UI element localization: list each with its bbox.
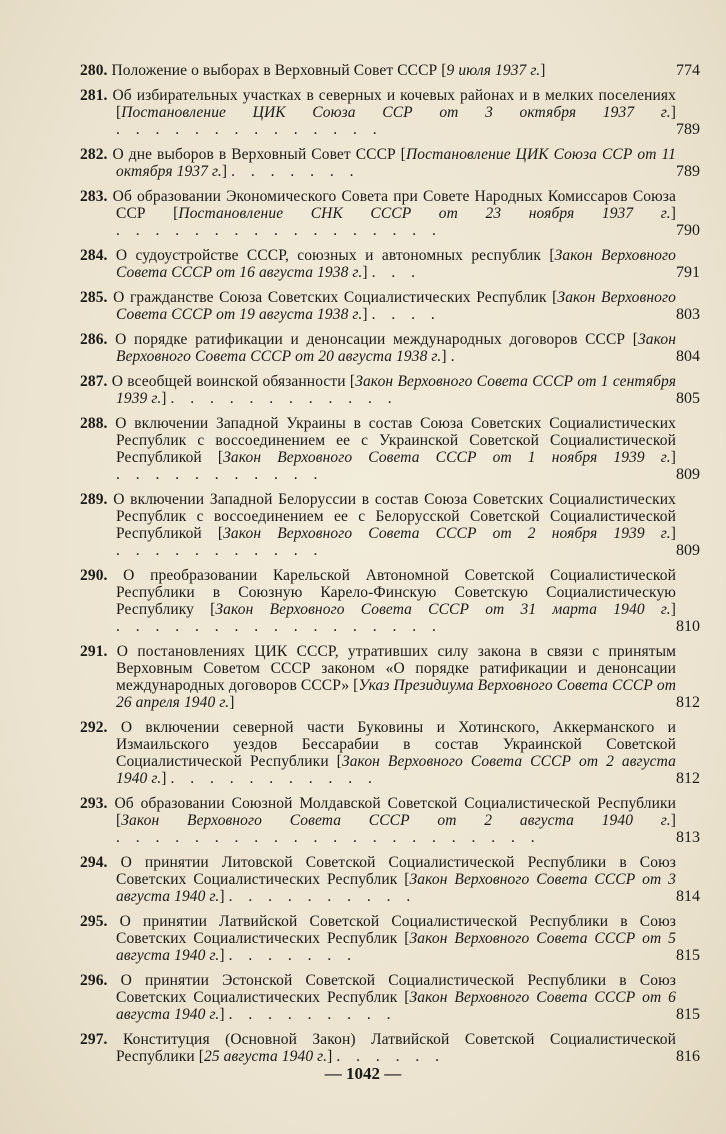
dot-leader: . . . . . . .: [228, 947, 358, 964]
entry-source: 25 августа 1940 г.: [204, 1048, 328, 1065]
entry-text: [80, 188, 676, 239]
entry-number: 293.: [80, 795, 108, 812]
entry-title: О принятии Литовской Советской Социалистической Республики в Союз Советских Социалистических Республик [: [116, 854, 676, 888]
toc-entry: [80, 567, 700, 635]
entry-bracket: ]: [161, 390, 167, 407]
toc-entry: [80, 415, 700, 483]
entry-number: 295.: [80, 913, 108, 930]
toc-entry: [80, 331, 700, 365]
entry-page-number: 813: [676, 829, 700, 846]
entry-bracket: ]: [670, 525, 676, 542]
toc-entry: [80, 491, 700, 559]
entry-number: 297.: [80, 1031, 108, 1048]
entry-source: Постановление СНК СССР от 23 ноября 1937 г.: [178, 205, 671, 222]
entry-page-number: 812: [676, 694, 700, 711]
entry-number: 284.: [80, 247, 108, 264]
entry-number: 286.: [80, 331, 108, 348]
entry-bracket: ]: [670, 812, 676, 829]
entry-text: [80, 491, 676, 559]
entry-source: Закон Верховного Совета СССР от 31 марта 1940 г.: [215, 601, 671, 618]
dot-leader: . . . . . . . . . .: [228, 888, 417, 905]
entry-bracket: ]: [219, 947, 225, 964]
entry-bracket: ]: [362, 306, 368, 323]
entry-text: [80, 289, 676, 323]
dot-leader: . . . . . . . . . . . . . . . . .: [116, 222, 442, 239]
entry-text: [80, 146, 676, 180]
entry-bracket: ]: [441, 348, 447, 365]
toc-entry: [80, 289, 700, 323]
entry-page-number: 809: [676, 466, 700, 483]
table-of-contents: [80, 62, 700, 1073]
entry-page-number: 816: [676, 1048, 700, 1065]
entry-page-number: 789: [676, 121, 700, 138]
entry-title: О включении северной части Буковины и Хотинского, Аккерманского и Измаильского уездов Бессарабии в состав Украинской Советской Социалистической Республики [: [116, 719, 676, 770]
entry-source: Закон Верховного Совета СССР от 20 августа 1938 г.: [116, 331, 676, 365]
entry-page-number: 790: [676, 222, 700, 239]
folio-page-number: — 1042 —: [324, 1064, 402, 1083]
dot-leader: . . . . . . . . . . . .: [170, 390, 398, 407]
entry-number: 296.: [80, 972, 108, 989]
entry-source: Закон Верховного Совета СССР от 1 ноября 1939 г.: [223, 449, 671, 466]
entry-page-number: 814: [676, 888, 700, 905]
toc-entry: [80, 719, 700, 787]
entry-bracket: ]: [670, 104, 676, 121]
entry-text: [80, 331, 676, 365]
entry-source: Закон Верховного Совета СССР от 19 августа 1938 г.: [116, 289, 676, 323]
entry-text: [80, 567, 676, 635]
entry-number: 292.: [80, 719, 108, 736]
entry-page-number: 804: [676, 348, 700, 365]
dot-leader: . . . . . . . . . . . . . . . . .: [116, 618, 442, 635]
toc-entry: [80, 643, 700, 711]
entry-number: 289.: [80, 491, 108, 508]
toc-entry: [80, 247, 700, 281]
entry-number: 283.: [80, 188, 108, 205]
entry-text: [80, 719, 676, 787]
entry-number: 291.: [80, 643, 108, 660]
entry-bracket: ]: [161, 770, 167, 787]
entry-page-number: 803: [676, 306, 700, 323]
entry-source: Закон Верховного Совета СССР от 2 августа 1940 г.: [121, 812, 671, 829]
dot-leader: . . . . . . . . . . . . . . . . . . . . . .: [116, 829, 541, 846]
dot-leader: . . . . . .: [336, 1048, 445, 1065]
entry-text: [80, 373, 676, 407]
dot-leader: . . . . . . . . .: [228, 1006, 397, 1023]
entry-title: Об избирательных участках в северных и кочевых районах и в мелких поселениях [: [112, 87, 676, 121]
entry-text: [80, 854, 676, 905]
entry-bracket: ]: [219, 1006, 225, 1023]
entry-number: 294.: [80, 854, 108, 871]
entry-text: [80, 972, 676, 1023]
entry-source: Закон Верховного Совета СССР от 5 августа 1940 г.: [116, 930, 676, 964]
entry-text: [80, 247, 676, 281]
entry-text: [80, 643, 676, 711]
entry-source: 9 июля 1937 г.: [446, 62, 541, 79]
entry-number: 285.: [80, 289, 108, 306]
entry-page-number: 810: [676, 618, 700, 635]
entry-number: 281.: [80, 87, 108, 104]
toc-entry: [80, 373, 700, 407]
entry-text: [80, 1031, 676, 1065]
entry-page-number: 812: [676, 770, 700, 787]
entry-number: 280.: [80, 62, 108, 79]
entry-source: Постановление ЦИК Союза ССР от 3 октября 1937 г.: [121, 104, 671, 121]
entry-title: Об образовании Экономического Совета при Совете Народных Комиссаров Союза ССР [: [112, 188, 676, 222]
entry-title: О постановлениях ЦИК СССР, утративших силу закона в связи с принятым Верховным Советом СССР законом «О порядке ратификации и денонсации международных договоров СССР» [: [116, 643, 676, 694]
entry-number: 287.: [80, 373, 108, 390]
entry-number: 290.: [80, 567, 108, 584]
toc-entry: [80, 913, 700, 964]
entry-source: Закон Верховного Совета СССР от 2 ноября 1939 г.: [223, 525, 671, 542]
entry-bracket: ]: [221, 163, 228, 180]
toc-entry: [80, 146, 700, 180]
entry-title: О порядке ратификации и денонсации международных договоров СССР [: [115, 331, 638, 348]
entry-source: Закон Верховного Совета СССР от 16 августа 1938 г.: [116, 247, 676, 281]
entry-bracket: ]: [362, 264, 368, 281]
entry-title: О гражданстве Союза Советских Социалистических Республик [: [113, 289, 558, 306]
entry-text: [80, 795, 676, 846]
entry-title: О включении Западной Белоруссии в состав Союза Советских Социалистических Республик с воссоединением ее с Белорусской Советской Социалистической Республикой [: [113, 491, 676, 542]
entry-page-number: 815: [676, 1006, 700, 1023]
dot-leader: . . . . . . . . . . .: [116, 466, 324, 483]
entry-source: Закон Верховного Совета СССР от 2 августа 1940 г.: [116, 753, 676, 787]
entry-page-number: 809: [676, 542, 700, 559]
entry-page-number: 789: [676, 163, 700, 180]
toc-entry: [80, 1031, 700, 1065]
entry-source: Закон Верховного Совета СССР от 1 сентября 1939 г.: [116, 373, 677, 407]
entry-source: Постановление ЦИК Союза ССР от 11 октября 1937 г.: [116, 146, 676, 180]
entry-title: О включении Западной Украины в состав Союза Советских Социалистических Республик с воссоединением ее с Украинской Советской Социалистической Республикой [: [115, 415, 676, 466]
entry-title: Положение о выборах в Верховный Совет СССР [: [111, 62, 447, 79]
entry-page-number: 805: [676, 390, 700, 407]
entry-number: 282.: [80, 146, 108, 163]
entry-bracket: ]: [670, 205, 676, 222]
entry-source: Указ Президиума Верховного Совета СССР от 26 апреля 1940 г.: [116, 677, 676, 711]
entry-text: [80, 415, 676, 483]
dot-leader: . . . . . . . . . . . . . .: [116, 121, 383, 138]
toc-entry: [80, 854, 700, 905]
toc-entry: [80, 972, 700, 1023]
entry-source: Закон Верховного Совета СССР от 3 августа 1940 г.: [116, 871, 676, 905]
entry-title: О принятии Эстонской Советской Социалистической Республики в Союз Советских Социалистических Республик [: [116, 972, 676, 1006]
toc-entry: [80, 87, 700, 138]
entry-text: [80, 87, 676, 138]
entry-page-number: 791: [676, 264, 700, 281]
toc-entry: [80, 62, 700, 79]
entry-source: Закон Верховного Совета СССР от 6 августа 1940 г.: [116, 989, 676, 1023]
entry-title: О преобразовании Карельской Автономной Советской Социалистической Республики в Союзную Карело-Финскую Советскую Социалистическую Республику [: [116, 567, 676, 618]
entry-title: Конституция (Основной Закон) Латвийской Советской Социалистической Республики [: [116, 1031, 676, 1065]
entry-bracket: ]: [219, 888, 225, 905]
dot-leader: . . .: [371, 264, 421, 281]
dot-leader: . . . . . . . . . . .: [170, 770, 378, 787]
dot-leader: . . . . . . . . . . .: [116, 542, 324, 559]
entry-page-number: 815: [676, 947, 700, 964]
entry-title: О дне выборов в Верховный Совет СССР [: [112, 146, 406, 163]
dot-leader: .: [450, 348, 461, 365]
entry-page-number: 774: [676, 62, 700, 79]
entry-title: О принятии Латвийской Советской Социалистической Республики в Союз Советских Социалистических Республик [: [116, 913, 676, 947]
entry-bracket: ]: [670, 601, 677, 618]
entry-text: [80, 62, 676, 79]
entry-bracket: ]: [327, 1048, 333, 1065]
entry-text: [80, 913, 676, 964]
dot-leader: . . . .: [371, 306, 441, 323]
entry-bracket: ]: [229, 694, 235, 711]
entry-title: Об образовании Союзной Молдавской Советской Социалистической Республики [: [114, 795, 676, 829]
entry-bracket: ]: [540, 62, 546, 79]
entry-number: 288.: [80, 415, 108, 432]
dot-leader: . . . . . . .: [231, 163, 360, 180]
entry-title: О судоустройстве СССР, союзных и автономных республик [: [115, 247, 555, 264]
toc-entry: [80, 795, 700, 846]
entry-bracket: ]: [670, 449, 676, 466]
toc-entry: [80, 188, 700, 239]
entry-title: О всеобщей воинской обязанности [: [111, 373, 356, 390]
